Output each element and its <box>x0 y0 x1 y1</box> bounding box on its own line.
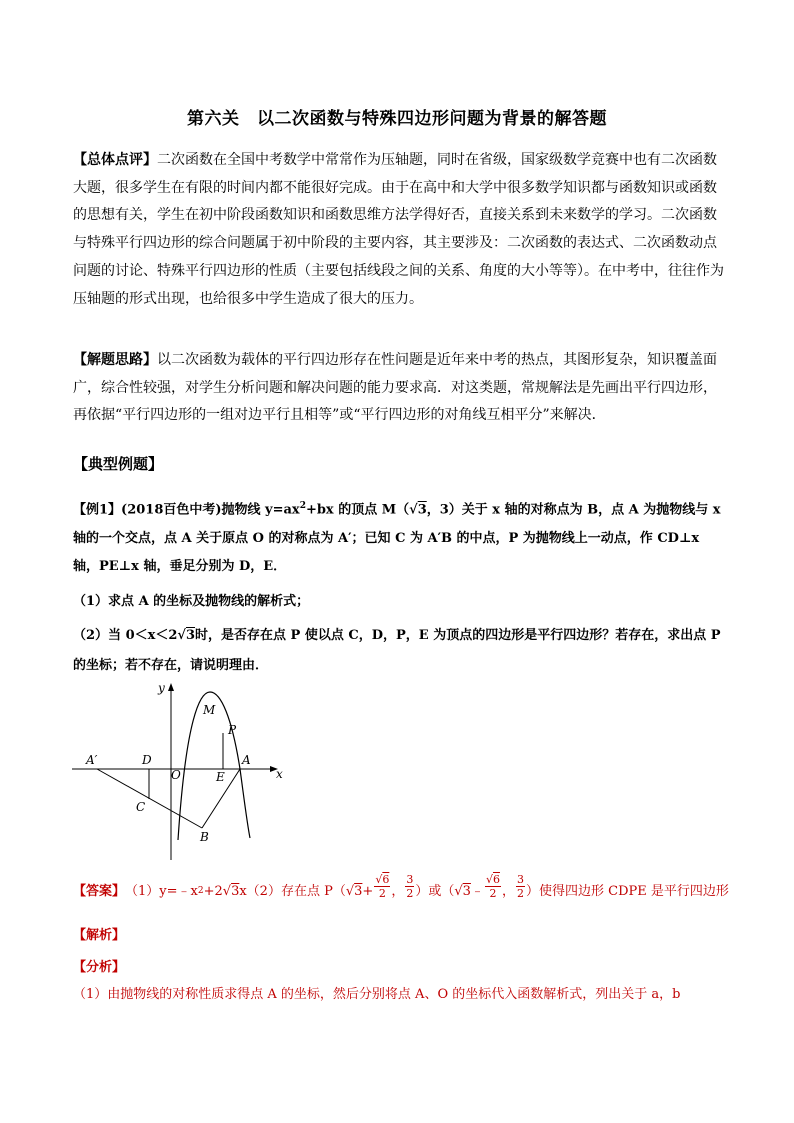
answer-fraction-2 <box>405 873 414 900</box>
answer-fraction-1: $\frac{√6}{2}$ <box>375 873 390 900</box>
fraction-2-den: 2 <box>406 887 414 900</box>
fraction-3-num: 6 <box>492 873 500 886</box>
label-b: B <box>200 830 209 844</box>
example-1-text-a: 抛物线 y=ax <box>221 502 300 518</box>
answer-part1-a: （1）y=﹣x <box>125 884 198 899</box>
answer-row: 【答案】 （1）y=﹣x 2 +2 √ 3 x（2）存在点 P（ √ 3 + $\frac{√6}{2}$ ， $\frac{3}{2}$ ）或（ √ 3 ﹣ $\frac{√6}{2}$ ， $\frac{3}{2}$ ）使得四边形 CDPE 是平行四边形 <box>73 873 729 900</box>
y-axis-arrow <box>168 683 174 691</box>
answer-label: 【答案】 <box>73 884 126 899</box>
answer-p2-sqrt: 3 <box>462 884 471 899</box>
answer-comma-1: ， <box>391 884 405 899</box>
label-d: D <box>142 753 152 767</box>
answer-sqrt: 3 <box>231 884 240 899</box>
question-2-sqrt: 3 <box>185 628 196 643</box>
example-1-statement: 【例1】(2018百色中考)抛物线 $y=ax^2+bx$ 的顶点 M（√3，3）关于 x 轴的对称点为 B，点 A 为抛物线与 x 轴的一个交点，点 A 关于原点 O 的对称点为 A′；已知 C 为 A′B 的中点，P 为抛物线上一动点，作 CD⊥x 轴，PE⊥x 轴，垂足分别为 D，E． <box>73 501 721 575</box>
answer-block <box>73 873 753 900</box>
approach-heading: 【解题思路】 <box>73 352 157 368</box>
answer-p1-sqrt: 3 <box>354 884 363 899</box>
answer-part1-b: +2 <box>203 884 223 899</box>
example-1-text-b: +bx 的顶点 M（ <box>305 502 410 518</box>
overview-heading: 【总体点评】 <box>73 152 157 168</box>
question-2-text-a: （2）当 0＜x＜2 <box>73 628 178 643</box>
question-2: （2）当 0＜x＜2√3时，是否存在点 P 使以点 C，D，P，E 为顶点的四边形是平行四边形？若存在，求出点 P 的坐标；若不存在，请说明理由． <box>73 628 721 673</box>
fraction-1-den: 2 <box>378 887 386 900</box>
example-1-source: (2018百色中考) <box>121 502 222 518</box>
example-1-sqrt: 3 <box>417 502 427 518</box>
answer-exponent: 2 <box>197 886 204 896</box>
answer-close-or: ）或（ <box>415 884 455 899</box>
fenxi-label: 【分析】 <box>73 960 126 975</box>
answer-comma-2: ， <box>501 884 515 899</box>
question-2-text-b: 时，是否存在点 P 使以点 C，D，P，E 为顶点的四边形是平行四边形？若存在，求出点 P 的坐标；若不存在，请说明理由． <box>73 628 721 673</box>
example-1-exponent: 2 <box>299 501 306 511</box>
example-1-label: 【例1】 <box>73 502 122 518</box>
label-y: y <box>158 681 165 695</box>
answer-part1-c: x（2）存在点 P（ <box>239 884 346 899</box>
label-c: C <box>136 800 146 814</box>
fraction-1-num: 6 <box>382 873 390 886</box>
approach-paragraph <box>73 347 725 430</box>
page-title: 第六关 以二次函数与特殊四边形问题为背景的解答题 <box>187 109 607 129</box>
fraction-3-den: 2 <box>489 887 497 900</box>
label-a: A <box>242 753 251 767</box>
analysis-text: （1）由抛物线的对称性质求得点 A 的坐标，然后分别将点 A、O 的坐标代入函数解析式，列出关于 a，b <box>73 987 681 1002</box>
label-e: E <box>216 770 225 784</box>
label-m: M <box>203 703 216 717</box>
overview-text: 二次函数在全国中考数学中常常作为压轴题，同时在省级，国家级数学竞赛中也有二次函数大题，很多学生在有限的时间内都不能很好完成。由于在高中和大学中很多数学知识都与函数知识或函数的思想有关，学生在初中阶段函数知识和函数思维方法学得好否，直接关系到未来数学的学习。二次函数与特殊平行四边形的综合问题属于初中阶段的主要内容，其主要涉及：二次函数的表达式、二次函数动点问题的讨论、特殊平行四边形的性质（主要包括线段之间的关系、角度的大小等等）。在中考中，往往作为压轴题的形式出现，也给很多中学生造成了很大的压力。 <box>73 152 724 307</box>
label-x: x <box>276 767 283 781</box>
answer-close-rest: ）使得四边形 CDPE 是平行四边形 <box>525 884 729 899</box>
answer-fraction-3: $\frac{√6}{2}$ <box>485 873 500 900</box>
analysis-label: 【解析】 <box>73 928 126 943</box>
answer-fraction-4 <box>516 873 525 900</box>
fraction-4-num: 3 <box>516 873 524 886</box>
approach-text: 以二次函数为载体的平行四边形存在性问题是近年来中考的热点，其图形复杂，知识覆盖面广，综合性较强，对学生分析问题和解决问题的能力要求高．对这类题，常规解法是先画出平行四边形，再依据“平行四边形的一组对边平行且相等”或“平行四边形的对角线互相平分”来解决． <box>73 352 717 424</box>
fraction-4-den: 2 <box>516 887 524 900</box>
label-p: P <box>228 723 237 737</box>
label-a-prime: A′ <box>86 753 98 767</box>
example-1-text-c: ，3）关于 x 轴的对称点为 B，点 A 为抛物线与 x 轴的一个交点，点 A 关于原点 O 的对称点为 A′；已知 C 为 A′B 的中点，P 为抛物线上一动点，作 CD⊥x 轴，PE⊥x 轴，垂足分别为 D，E． <box>73 502 721 575</box>
overview-paragraph <box>73 147 725 313</box>
label-o: O <box>171 768 181 782</box>
fraction-2-num: 3 <box>406 873 414 886</box>
question-1: （1）求点 A 的坐标及抛物线的解析式； <box>73 594 310 609</box>
answer-p2-minus: ﹣ <box>470 884 484 899</box>
examples-heading: 【典型例题】 <box>73 455 164 473</box>
parabola-figure <box>70 678 285 863</box>
answer-p1-plus: + <box>362 884 374 899</box>
